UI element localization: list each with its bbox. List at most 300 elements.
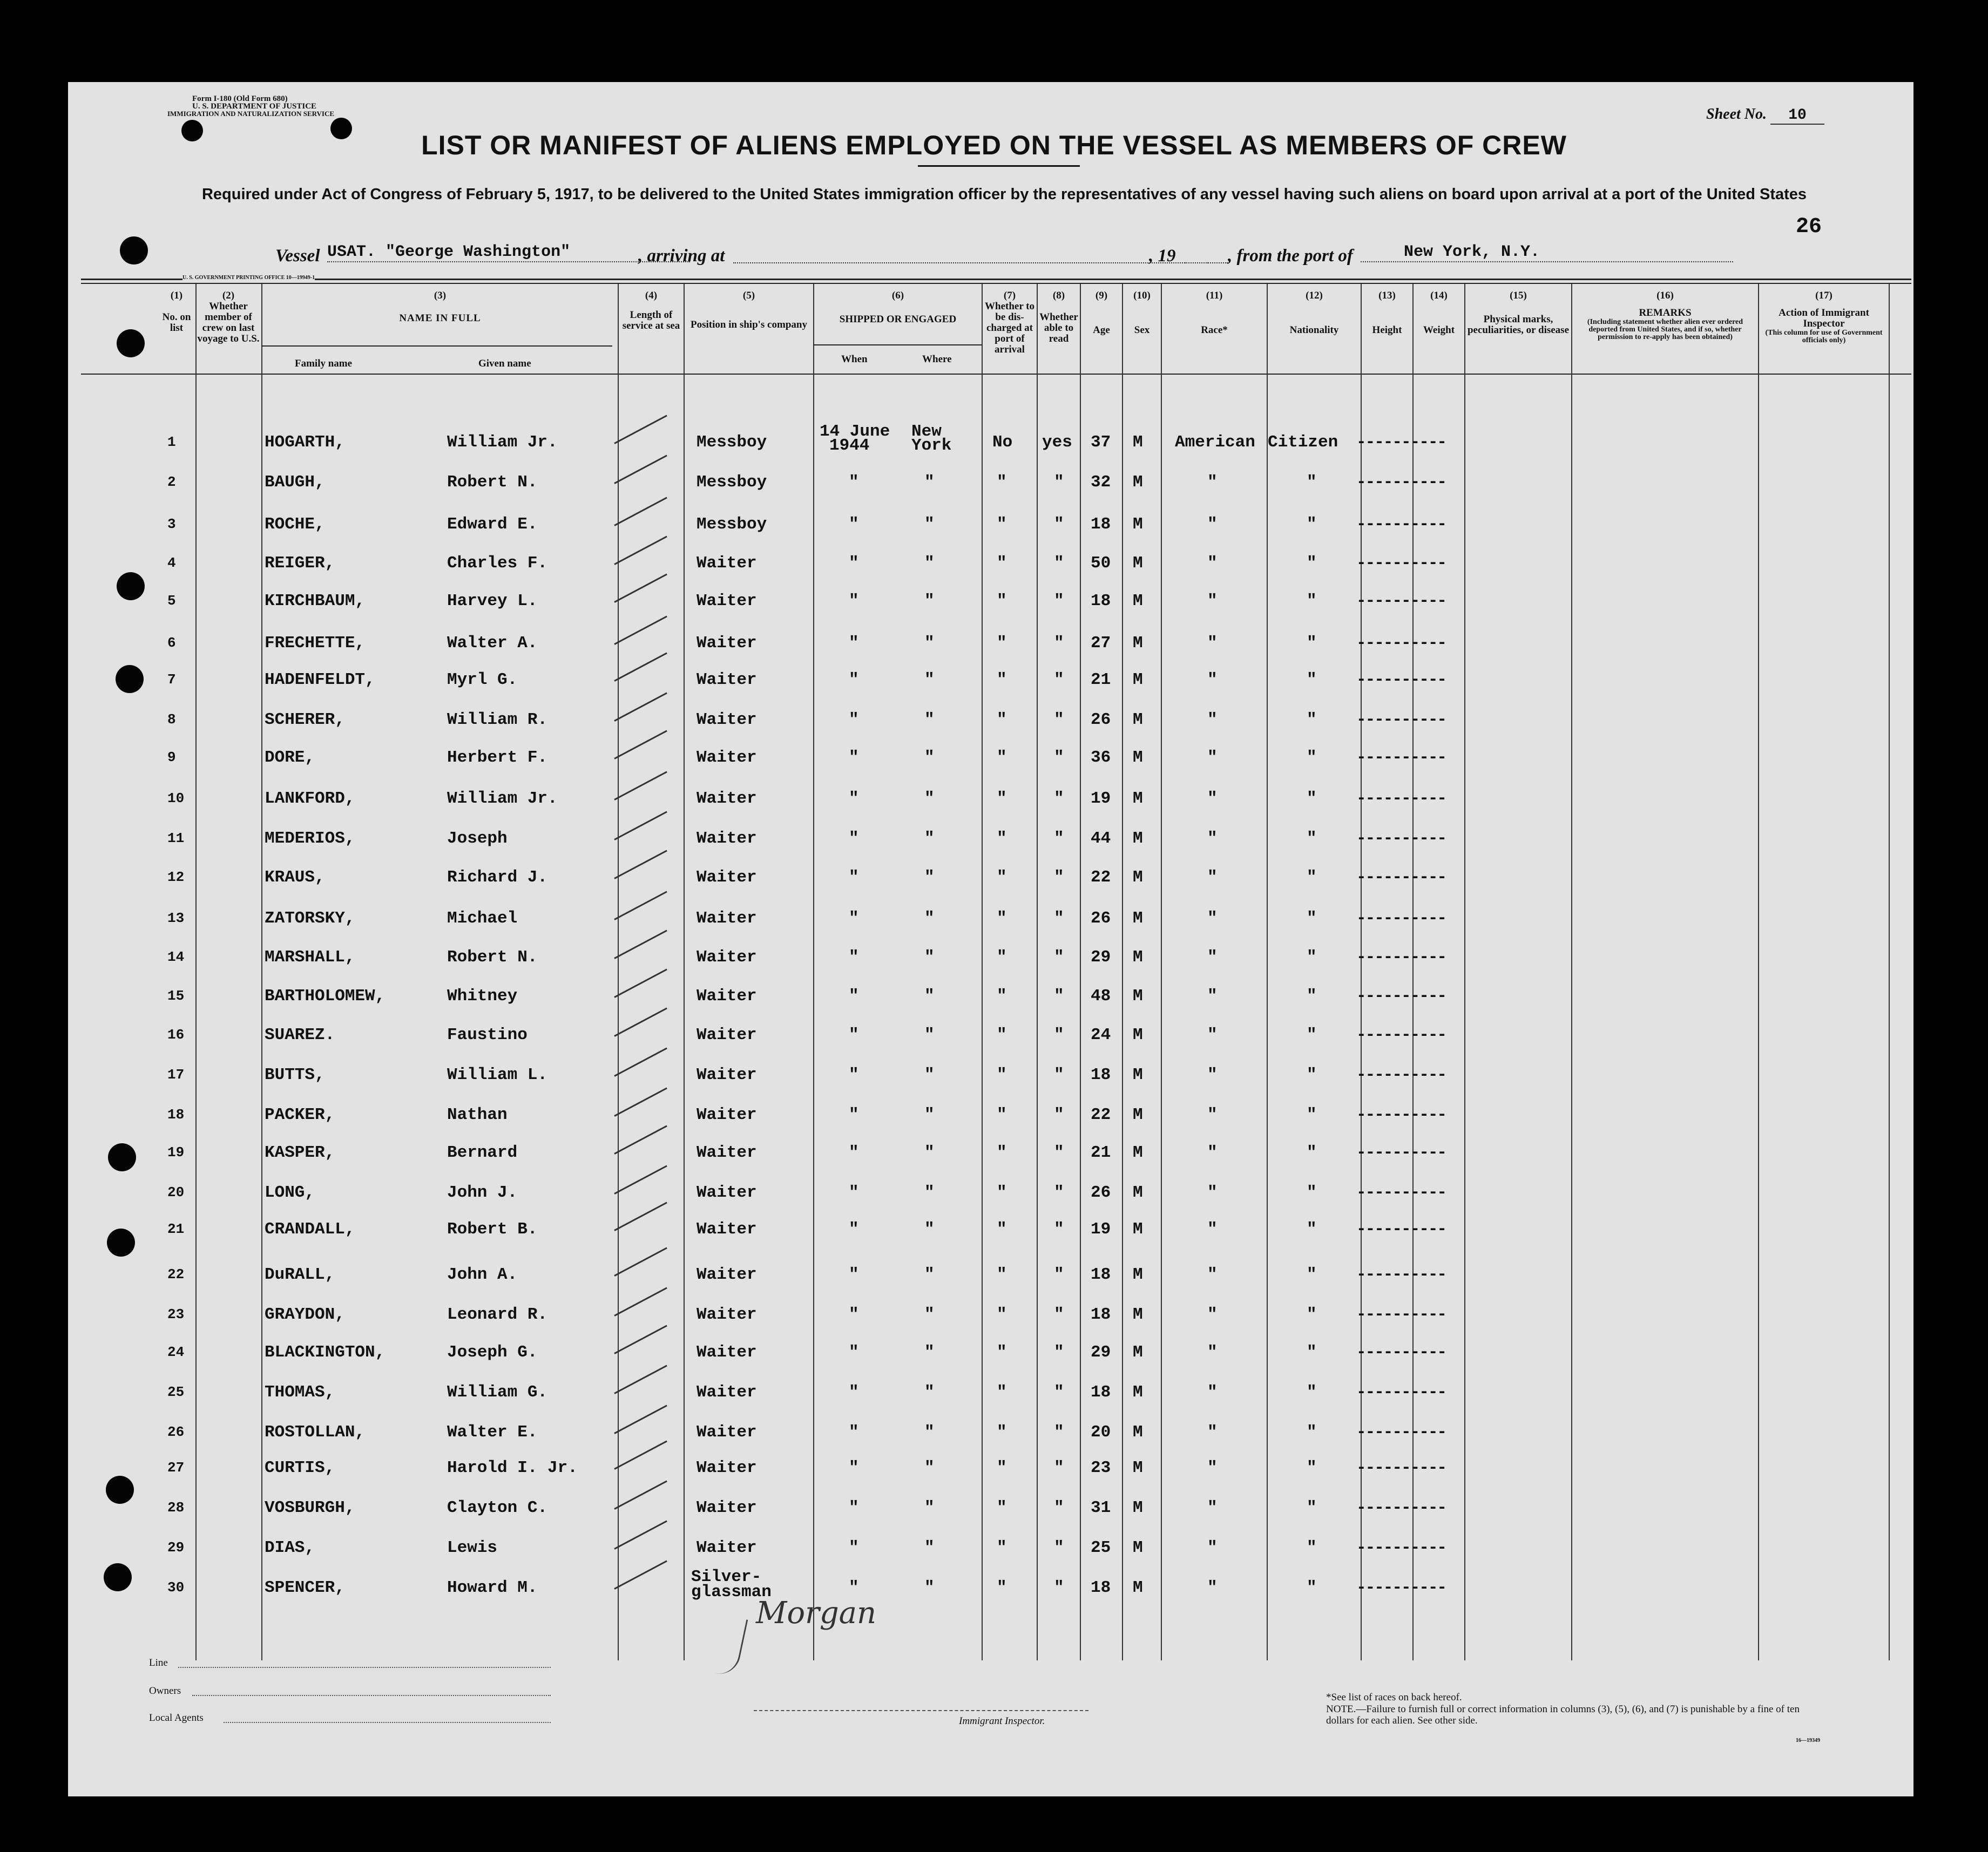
col-11-number: (11): [1206, 290, 1223, 301]
department: U. S. DEPARTMENT OF JUSTICE: [192, 102, 317, 111]
race-ditto: ": [1207, 909, 1218, 928]
given-name: Joseph G.: [447, 1343, 538, 1362]
col-2-header: [197, 290, 260, 344]
col-3-label: NAME IN FULL: [399, 313, 481, 324]
able-to-read-ditto: ": [1054, 748, 1064, 767]
sex: M: [1133, 789, 1143, 808]
family-name: ZATORSKY,: [265, 909, 355, 928]
col-17-header: [1759, 290, 1889, 344]
position-line-2: glassman: [691, 1583, 772, 1602]
able-to-read-ditto: ": [1054, 909, 1064, 928]
family-name: MARSHALL,: [265, 948, 355, 967]
col-12-header: [1268, 290, 1361, 336]
able-to-read-ditto: ": [1054, 1265, 1064, 1284]
able-to-read-value: yes: [1042, 433, 1072, 452]
shipped-when-ditto: ": [849, 1538, 859, 1557]
position: Waiter: [697, 789, 757, 808]
given-name: Harvey L.: [447, 592, 538, 610]
col-6-number: (6): [891, 290, 904, 301]
discharged-ditto: ": [997, 1383, 1007, 1402]
list-number: 24: [167, 1344, 185, 1360]
table-row: [0, 1213, 1988, 1246]
name-header-rule: [261, 345, 612, 347]
table-row: [0, 1532, 1988, 1564]
shipped-when-ditto: ": [849, 473, 859, 492]
col-6-where-label: Where: [922, 354, 952, 365]
race-ditto: ": [1207, 1305, 1218, 1324]
nationality-ditto: ": [1307, 1143, 1317, 1162]
local-agents-field: [224, 1722, 551, 1723]
family-name: GRAYDON,: [265, 1305, 345, 1324]
age: 22: [1091, 868, 1111, 887]
sex: M: [1133, 473, 1143, 492]
col-17-number: (17): [1815, 290, 1833, 301]
given-name: Edward E.: [447, 515, 538, 534]
height-weight-dashes: ----------: [1356, 473, 1446, 492]
col-6-when-label: When: [841, 354, 868, 365]
able-to-read-ditto: ": [1054, 710, 1064, 729]
nationality-ditto: ": [1307, 1220, 1317, 1239]
position: Waiter: [697, 829, 757, 848]
sex: M: [1133, 1538, 1143, 1557]
nationality-ditto: ": [1307, 1305, 1317, 1324]
race-value: American: [1175, 433, 1255, 452]
shipped-when-ditto: ": [849, 1220, 859, 1239]
list-number: 22: [167, 1266, 185, 1283]
given-name: Joseph: [447, 829, 508, 848]
shipped-where-ditto: ": [924, 1498, 935, 1517]
family-name: ROSTOLLAN,: [265, 1423, 366, 1442]
shipped-where-ditto: ": [924, 1265, 935, 1284]
sex: M: [1133, 1343, 1143, 1362]
age: 32: [1091, 473, 1111, 492]
col-5-number: (5): [742, 290, 755, 301]
shipped-when-ditto: ": [849, 1143, 859, 1162]
col-1-header: [157, 290, 197, 334]
shipped-where-ditto: ": [924, 1538, 935, 1557]
age: 24: [1091, 1026, 1111, 1044]
list-number: 19: [167, 1144, 185, 1161]
col-14-header: [1414, 290, 1464, 336]
owners-label: Owners: [149, 1685, 181, 1697]
position: Waiter: [697, 948, 757, 967]
table-row: [0, 547, 1988, 580]
nationality-ditto: ": [1307, 554, 1317, 573]
height-weight-dashes: ----------: [1356, 1066, 1446, 1084]
table-row: [0, 941, 1988, 974]
position: Waiter: [697, 634, 757, 653]
col-4-number: (4): [645, 290, 658, 301]
given-name: Lewis: [447, 1538, 498, 1557]
discharged-ditto: ": [997, 1105, 1007, 1124]
given-name: Robert N.: [447, 473, 538, 492]
height-weight-dashes: ----------: [1356, 868, 1446, 887]
nationality-ditto: ": [1307, 987, 1317, 1006]
position: Messboy: [697, 433, 767, 452]
discharged-ditto: ": [997, 710, 1007, 729]
col-7-header: [983, 290, 1037, 355]
discharged-ditto: ": [997, 789, 1007, 808]
nationality-ditto: ": [1307, 1538, 1317, 1557]
nationality-ditto: ": [1307, 1383, 1317, 1402]
page-subtitle: Required under Act of Congress of February 5, 1917, to be delivered to the United States immigration officer by the representatives of any vessel having such aliens on board upon arrival at a port of the United States: [201, 186, 1807, 203]
age: 27: [1091, 634, 1111, 653]
age: 18: [1091, 1305, 1111, 1324]
sheet-label: Sheet No.: [1706, 106, 1767, 123]
able-to-read-ditto: ": [1054, 1383, 1064, 1402]
nationality-ditto: ": [1307, 515, 1317, 534]
col-3-given-label: Given name: [478, 358, 531, 369]
list-number: 14: [167, 949, 185, 965]
col-10-label: Sex: [1134, 324, 1150, 336]
col-13-header: [1362, 290, 1412, 336]
list-number: 8: [167, 711, 176, 728]
family-name: BAUGH,: [265, 473, 325, 492]
table-top-rule-2: [81, 283, 1911, 284]
col-2-label: Whether member of crew on last voyage to U.S.: [197, 301, 260, 344]
inspector-label: Immigrant Inspector.: [959, 1715, 1045, 1727]
position: Waiter: [697, 1105, 757, 1124]
discharged-ditto: ": [997, 748, 1007, 767]
col-12-number: (12): [1306, 290, 1323, 301]
age: 22: [1091, 1105, 1111, 1124]
shipped-where-ditto: ": [924, 1105, 935, 1124]
given-name: Michael: [447, 909, 518, 928]
sex: M: [1133, 1066, 1143, 1084]
given-name: John J.: [447, 1183, 518, 1202]
race-ditto: ": [1207, 592, 1218, 610]
family-name: ROCHE,: [265, 515, 325, 534]
table-row: [0, 704, 1988, 736]
height-weight-dashes: ----------: [1356, 634, 1446, 653]
local-agents-label: Local Agents: [149, 1712, 204, 1724]
col-17-note: (This column for use of Government officials only): [1765, 329, 1883, 344]
shipped-when-ditto: ": [849, 1265, 859, 1284]
discharged-ditto: ": [997, 1183, 1007, 1202]
race-ditto: ": [1207, 1498, 1218, 1517]
height-weight-dashes: ----------: [1356, 1343, 1446, 1362]
discharged-ditto: ": [997, 1026, 1007, 1044]
table-row: [0, 422, 1988, 459]
shipped-where-ditto: ": [924, 1343, 935, 1362]
shipped-where-ditto: ": [924, 592, 935, 610]
sex: M: [1133, 1026, 1143, 1044]
family-name: PACKER,: [265, 1105, 335, 1124]
shipped-when: 14 June: [820, 422, 890, 441]
table-row: [0, 1019, 1988, 1051]
shipped-where-ditto: ": [924, 1383, 935, 1402]
family-name: DORE,: [265, 748, 315, 767]
position: Waiter: [697, 1498, 757, 1517]
position: Waiter: [697, 1026, 757, 1044]
sex: M: [1133, 1498, 1143, 1517]
race-ditto: ": [1207, 515, 1218, 534]
shipped-when-ditto: ": [849, 1066, 859, 1084]
height-weight-dashes: ----------: [1356, 592, 1446, 610]
discharged-ditto: ": [997, 868, 1007, 887]
given-name: John A.: [447, 1265, 518, 1284]
from-port-label: , from the port of: [1228, 246, 1353, 266]
height-weight-dashes: ----------: [1356, 1498, 1446, 1517]
shipped-where-ditto: ": [924, 829, 935, 848]
discharged-ditto: ": [997, 1423, 1007, 1442]
given-name: William L.: [447, 1066, 548, 1084]
height-weight-dashes: ----------: [1356, 829, 1446, 848]
able-to-read-ditto: ": [1054, 670, 1064, 689]
shipped-where-ditto: ": [924, 670, 935, 689]
race-ditto: ": [1207, 1105, 1218, 1124]
able-to-read-ditto: ": [1054, 948, 1064, 967]
col-11-header: [1162, 290, 1267, 336]
col-13-label: Height: [1372, 324, 1402, 336]
age: 36: [1091, 748, 1111, 767]
page-number: 26: [1796, 215, 1822, 239]
col-6-header: [814, 290, 982, 365]
height-weight-dashes: ----------: [1356, 748, 1446, 767]
table-row: [0, 903, 1988, 935]
shipped-when-ditto: ": [849, 515, 859, 534]
shipped-where-ditto: ": [924, 1305, 935, 1324]
col-1-number: (1): [170, 290, 183, 301]
age: 19: [1091, 789, 1111, 808]
shipped-when-ditto: ": [849, 634, 859, 653]
col-16-number: (16): [1656, 290, 1674, 301]
family-name: SPENCER,: [265, 1578, 345, 1597]
col-3-number: (3): [434, 290, 447, 301]
age: 25: [1091, 1538, 1111, 1557]
shipped-where-ditto: ": [924, 1066, 935, 1084]
col-5-label: Position in ship's company: [691, 319, 807, 330]
age: 19: [1091, 1220, 1111, 1239]
owners-field: [192, 1695, 551, 1696]
race-note: *See list of races on back hereof.: [1326, 1692, 1462, 1703]
shipped-when-ditto: ": [849, 1183, 859, 1202]
col-3-header: [262, 290, 618, 369]
family-name: LONG,: [265, 1183, 315, 1202]
shipped-when-ditto: ": [849, 829, 859, 848]
age: 37: [1091, 433, 1111, 452]
shipped-where-ditto: ": [924, 1220, 935, 1239]
col-8-label: Whether able to read: [1039, 311, 1078, 344]
col-16-note: (Including statement whether alien ever ordered deported from United States, and if so, whether permission to re-apply has been obtained): [1587, 318, 1743, 341]
print-code: 16—19349: [1796, 1738, 1820, 1744]
able-to-read-ditto: ": [1054, 789, 1064, 808]
height-weight-dashes: ----------: [1356, 554, 1446, 573]
list-number: 30: [167, 1579, 185, 1596]
discharged-ditto: ": [997, 909, 1007, 928]
table-row: [0, 664, 1988, 696]
nationality-ditto: ": [1307, 829, 1317, 848]
given-name: Richard J.: [447, 868, 548, 887]
age: 18: [1091, 592, 1111, 610]
given-name: Walter A.: [447, 634, 538, 653]
col-9-number: (9): [1095, 290, 1108, 301]
race-ditto: ": [1207, 1538, 1218, 1557]
shipped-where-ditto: ": [924, 554, 935, 573]
sex: M: [1133, 634, 1143, 653]
position: Waiter: [697, 868, 757, 887]
able-to-read-ditto: ": [1054, 829, 1064, 848]
position: Waiter: [697, 1458, 757, 1477]
height-weight-dashes: ----------: [1356, 1143, 1446, 1162]
able-to-read-ditto: ": [1054, 515, 1064, 534]
nationality-ditto: ": [1307, 1066, 1317, 1084]
shipped-when-ditto: ": [849, 1383, 859, 1402]
punch-hole: [117, 329, 145, 357]
height-weight-dashes: ----------: [1356, 1423, 1446, 1442]
position: Waiter: [697, 1538, 757, 1557]
shipped-where: York: [911, 436, 952, 455]
family-name: CRANDALL,: [265, 1220, 355, 1239]
table-row: [0, 466, 1988, 499]
sex: M: [1133, 710, 1143, 729]
sex: M: [1133, 1578, 1143, 1597]
height-weight-dashes: ----------: [1356, 948, 1446, 967]
family-name: CURTIS,: [265, 1458, 335, 1477]
table-row: [0, 1099, 1988, 1131]
table-top-rule: [81, 279, 1911, 280]
given-name: William G.: [447, 1383, 548, 1402]
family-name: SCHERER,: [265, 710, 345, 729]
able-to-read-ditto: ": [1054, 1066, 1064, 1084]
table-row: [0, 980, 1988, 1013]
shipped-where-ditto: ": [924, 1423, 935, 1442]
line-field: [178, 1667, 551, 1668]
sex: M: [1133, 1458, 1143, 1477]
able-to-read-ditto: ": [1054, 1498, 1064, 1517]
year-label: , 19: [1149, 246, 1176, 266]
family-name: HADENFELDT,: [265, 670, 375, 689]
shipped-when-ditto: ": [849, 1498, 859, 1517]
age: 29: [1091, 1343, 1111, 1362]
col-1-label: No. on list: [162, 311, 191, 334]
shipped-when-ditto: ": [849, 1458, 859, 1477]
family-name: LANKFORD,: [265, 789, 355, 808]
family-name: BLACKINGTON,: [265, 1343, 386, 1362]
given-name: Charles F.: [447, 554, 548, 573]
sex: M: [1133, 1220, 1143, 1239]
shipped-when-ditto: ": [849, 554, 859, 573]
height-weight-dashes: ----------: [1356, 1026, 1446, 1044]
nationality-ditto: ": [1307, 473, 1317, 492]
given-name: Robert N.: [447, 948, 538, 967]
list-number: 1: [167, 434, 176, 450]
given-name: Myrl G.: [447, 670, 518, 689]
height-weight-dashes: ----------: [1356, 909, 1446, 928]
sex: M: [1133, 433, 1143, 452]
family-name: BUTTS,: [265, 1066, 325, 1084]
position-line-1: Silver-: [691, 1568, 762, 1586]
given-name: Faustino: [447, 1026, 528, 1044]
table-row: [0, 585, 1988, 618]
printing-office: U. S. GOVERNMENT PRINTING OFFICE 10—19949-1: [182, 275, 315, 281]
table-row: [0, 1177, 1988, 1209]
table-row: [0, 508, 1988, 541]
list-number: 13: [167, 910, 185, 926]
list-number: 4: [167, 555, 176, 571]
position: Waiter: [697, 554, 757, 573]
nationality-ditto: ": [1307, 670, 1317, 689]
nationality-ditto: ": [1307, 1265, 1317, 1284]
family-name: FRECHETTE,: [265, 634, 366, 653]
sheet-number: 10: [1770, 107, 1824, 125]
discharged-ditto: ": [997, 987, 1007, 1006]
shipped-when-ditto: ": [849, 948, 859, 967]
table-row: [0, 1137, 1988, 1169]
table-row: [0, 1452, 1988, 1484]
given-name: Bernard: [447, 1143, 518, 1162]
header-bottom-rule: [81, 374, 1911, 375]
able-to-read-ditto: ": [1054, 554, 1064, 573]
list-number: 12: [167, 869, 185, 885]
shipped-where-ditto: ": [924, 1578, 935, 1597]
nationality-ditto: ": [1307, 634, 1317, 653]
nationality-value: Citizen: [1268, 433, 1338, 452]
list-number: 26: [167, 1424, 185, 1440]
able-to-read-ditto: ": [1054, 1458, 1064, 1477]
list-number: 7: [167, 671, 176, 688]
race-ditto: ": [1207, 554, 1218, 573]
discharged-ditto: ": [997, 1265, 1007, 1284]
nationality-ditto: ": [1307, 748, 1317, 767]
age: 20: [1091, 1423, 1111, 1442]
able-to-read-ditto: ": [1054, 473, 1064, 492]
race-ditto: ": [1207, 1026, 1218, 1044]
list-number: 21: [167, 1221, 185, 1237]
height-weight-dashes: ----------: [1356, 1265, 1446, 1284]
race-ditto: ": [1207, 670, 1218, 689]
arriving-label: , arriving at: [638, 246, 725, 266]
race-ditto: ": [1207, 1265, 1218, 1284]
shipped-when-ditto: ": [849, 868, 859, 887]
nationality-ditto: ": [1307, 948, 1317, 967]
nationality-ditto: ": [1307, 868, 1317, 887]
age: 18: [1091, 1383, 1111, 1402]
given-name: Clayton C.: [447, 1498, 548, 1517]
list-number: 25: [167, 1384, 185, 1400]
able-to-read-ditto: ": [1054, 1026, 1064, 1044]
shipped-where-ditto: ": [924, 1183, 935, 1202]
nationality-ditto: ": [1307, 1343, 1317, 1362]
given-name: Nathan: [447, 1105, 508, 1124]
discharged-ditto: ": [997, 1305, 1007, 1324]
position: Waiter: [697, 909, 757, 928]
race-ditto: ": [1207, 1578, 1218, 1597]
shipped-when-ditto: ": [849, 1026, 859, 1044]
col-13-number: (13): [1378, 290, 1396, 301]
able-to-read-ditto: ": [1054, 1423, 1064, 1442]
height-weight-dashes: ----------: [1356, 987, 1446, 1006]
sex: M: [1133, 1183, 1143, 1202]
col-17-label: Action of Immigrant Inspector: [1779, 307, 1869, 329]
table-row: [0, 1492, 1988, 1524]
age: 18: [1091, 1066, 1111, 1084]
given-name: William Jr.: [447, 789, 558, 808]
from-port: New York, N.Y.: [1361, 243, 1733, 262]
given-name: Walter E.: [447, 1423, 538, 1442]
list-number: 29: [167, 1539, 185, 1556]
age: 21: [1091, 1143, 1111, 1162]
race-ditto: ": [1207, 1143, 1218, 1162]
family-name: BARTHOLOMEW,: [265, 987, 386, 1006]
given-name: Whitney: [447, 987, 518, 1006]
age: 26: [1091, 710, 1111, 729]
title-underline: [918, 165, 1080, 167]
family-name: HOGARTH,: [265, 433, 345, 452]
shipped-where-ditto: ": [924, 987, 935, 1006]
race-ditto: ": [1207, 710, 1218, 729]
race-ditto: ": [1207, 868, 1218, 887]
